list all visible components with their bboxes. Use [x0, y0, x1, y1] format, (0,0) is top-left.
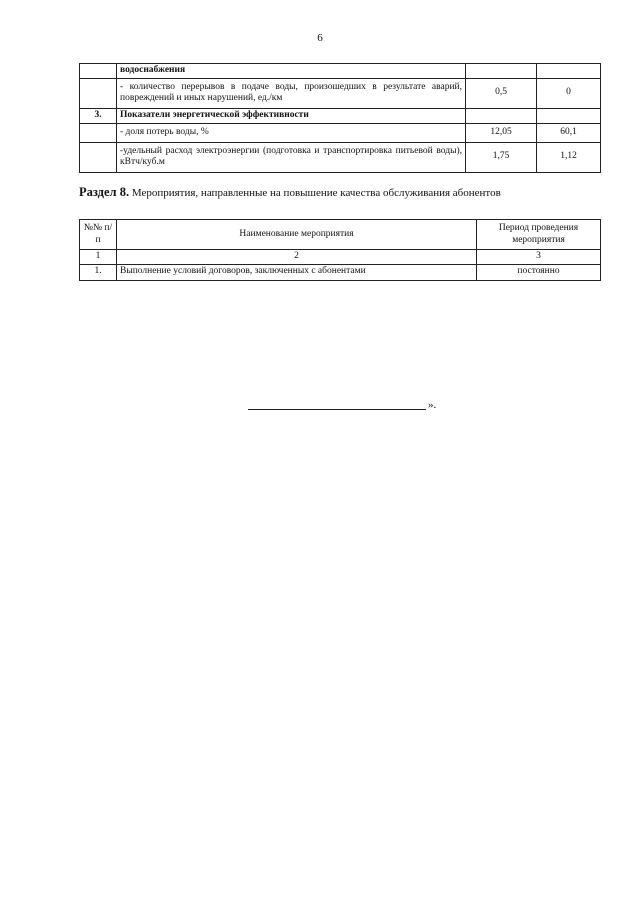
measure-period: постоянно	[477, 264, 601, 280]
indicator-value-1	[466, 64, 537, 79]
table-row	[80, 64, 601, 79]
column-index: 3	[477, 250, 601, 265]
indicators-table	[79, 63, 601, 173]
table-row	[80, 264, 601, 280]
indicator-value-2	[537, 64, 601, 79]
indicator-value-2: 0	[537, 78, 601, 108]
row-number	[80, 142, 117, 172]
row-number	[80, 64, 117, 79]
column-index: 1	[80, 250, 117, 265]
indicator-group-title: Показатели энергетической эффективности	[117, 108, 466, 123]
table-row	[80, 123, 601, 142]
indicator-name: водоснабжения	[117, 64, 466, 79]
measures-table	[79, 219, 601, 281]
table-row	[80, 142, 601, 172]
indicator-value-1	[466, 108, 537, 123]
indicator-name: - количество перерывов в подаче воды, произошедших в результате аварий, повреждений и иных нарушений, ед./км	[117, 78, 466, 108]
column-index: 2	[117, 250, 477, 265]
column-header-name: Наименование мероприятия	[117, 220, 477, 250]
indicator-name: -удельный расход электроэнергии (подготовка и транспортировка питьевой воды), кВтч/куб.м	[117, 142, 466, 172]
column-header-number: №№ п/п	[80, 220, 117, 250]
measure-name: Выполнение условий договоров, заключенных с абонентами	[117, 264, 477, 280]
section-heading	[79, 185, 501, 200]
page-number: 6	[317, 32, 323, 44]
section-label: Раздел 8.	[79, 185, 130, 199]
indicator-value-1: 0,5	[466, 78, 537, 108]
row-number	[80, 78, 117, 108]
indicator-value-2	[537, 108, 601, 123]
row-number: 1.	[80, 264, 117, 280]
row-number: 3.	[80, 108, 117, 123]
indicator-value-2: 1,12	[537, 142, 601, 172]
indicator-value-2: 60,1	[537, 123, 601, 142]
table-row	[80, 108, 601, 123]
row-number	[80, 123, 117, 142]
indicator-name: - доля потерь воды, %	[117, 123, 466, 142]
table-header-row	[80, 220, 601, 250]
closing-quote: ».	[428, 399, 437, 411]
indicator-value-1: 12,05	[466, 123, 537, 142]
signature-line	[248, 400, 426, 410]
column-header-period: Период проведения мероприятия	[477, 220, 601, 250]
section-title: Мероприятия, направленные на повышение качества обслуживания абонентов	[131, 187, 501, 199]
table-index-row	[80, 250, 601, 265]
indicator-value-1: 1,75	[466, 142, 537, 172]
table-row	[80, 78, 601, 108]
